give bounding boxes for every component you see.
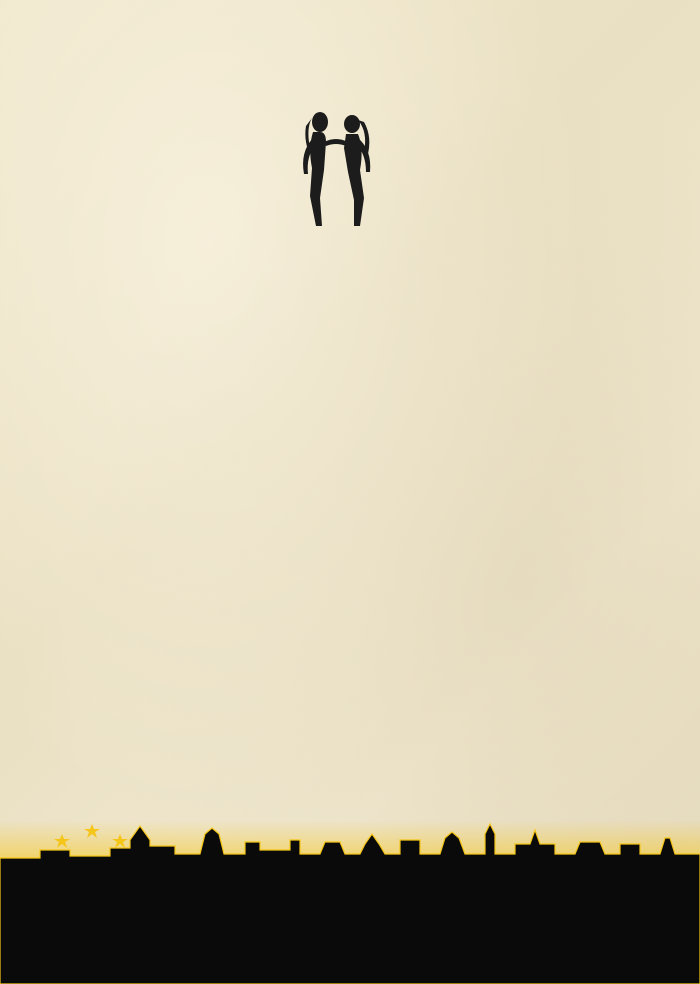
separator-icon xyxy=(200,470,460,484)
separator-icon xyxy=(200,512,460,526)
separator-icon xyxy=(200,498,460,512)
city-skyline xyxy=(0,820,700,984)
separator-icon xyxy=(200,526,460,540)
separator-icon xyxy=(200,484,460,498)
zodiac-border-top xyxy=(0,6,700,42)
gemini-twins-icon xyxy=(286,108,386,228)
menu-list xyxy=(200,470,540,540)
zodiac-border-left xyxy=(4,48,44,828)
zodiac-border-right xyxy=(654,48,694,828)
